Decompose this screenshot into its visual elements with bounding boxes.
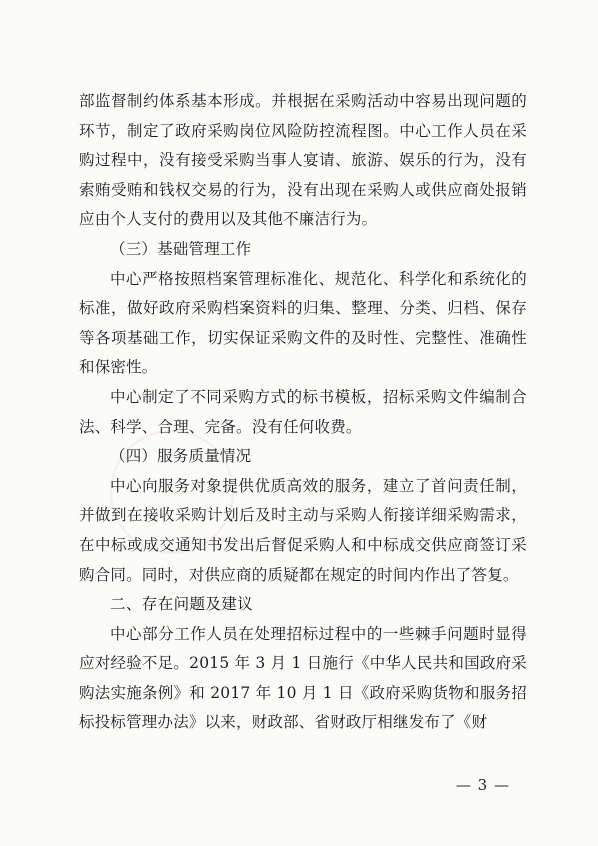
paragraph-service-quality: 中心向服务对象提供优质高效的服务，建立了首问责任制，并做到在接收采购计划后及时主动与采购人衔接详细采购需求，在中标或成交通知书发出后督促采购人和中标成交供应商签订采购合同。同时，对供应商的质疑都在规定的时间内作出了答复。 <box>79 476 527 584</box>
paragraph-problems: 中心部分工作人员在处理招标过程中的一些棘手问题时显得应对经验不足。2015 年 3 月 1 日施行《中华人民共和国政府采购法实施条例》和 2017 年 10 月 1 日《政府采购货物和服务招标投标管理办法》以来，财政部、省财政厅相继发布了《财 <box>79 624 527 732</box>
paragraph-continued: 部监督制约体系基本形成。并根据在采购活动中容易出现问题的环节，制定了政府采购岗位风险防控流程图。中心工作人员在采购过程中，没有接受采购当事人宴请、旅游、娱乐的行为，没有索贿受贿和钱权交易的行为，没有出现在采购人或供应商处报销应由个人支付的费用以及其他不廉洁行为。 <box>79 92 527 229</box>
section-heading-problems: 二、存在问题及建议 <box>110 595 254 614</box>
paragraph-archive-management: 中心严格按照档案管理标准化、规范化、科学化和系统化的标准，做好政府采购档案资料的归集、整理、分类、归档、保存等各项基础工作，切实保证采购文件的及时性、完整性、准确性和保密性。 <box>79 269 527 377</box>
paragraph-bid-templates: 中心制定了不同采购方式的标书模板，招标采购文件编制合法、科学、合理、完备。没有任何收费。 <box>79 387 527 436</box>
subheading-basic-management: （三）基础管理工作 <box>110 239 252 258</box>
subheading-service-quality: （四）服务质量情况 <box>110 447 252 466</box>
page-number: — 3 — <box>455 776 510 794</box>
document-body <box>79 87 527 738</box>
